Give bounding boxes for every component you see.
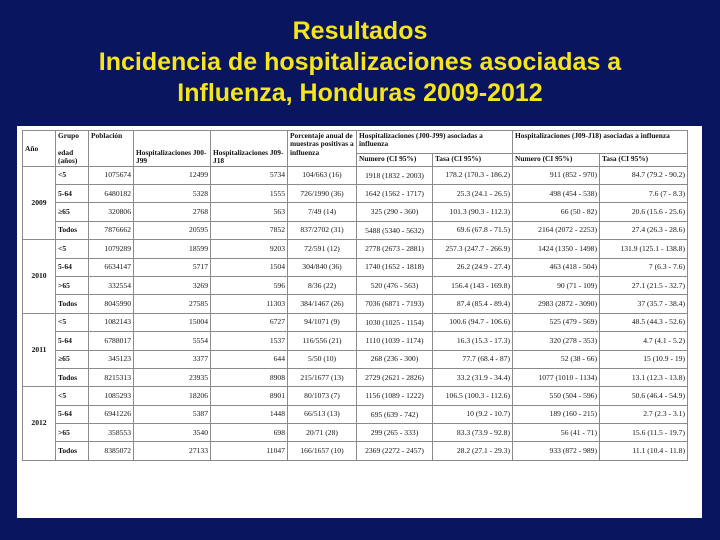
hosp-j00-j99-cell: 3377 bbox=[134, 350, 211, 368]
hosp-j09-j18-cell: 1537 bbox=[211, 332, 288, 350]
j00-tasa-cell: 77.7 (68.4 - 87) bbox=[433, 350, 513, 368]
poblacion-cell: 332554 bbox=[89, 276, 134, 294]
porcentaje-positivos-cell: 8/36 (22) bbox=[288, 276, 357, 294]
j09-tasa-cell: 27.1 (21.5 - 32.7) bbox=[600, 276, 688, 294]
title-line-2: Incidencia de hospitalizaciones asociadas a bbox=[98, 48, 622, 76]
hosp-j00-j99-cell: 5717 bbox=[134, 258, 211, 276]
header-j00-numero: Numero (CI 95%) bbox=[357, 153, 433, 166]
hosp-j09-j18-cell: 8908 bbox=[211, 368, 288, 386]
j00-numero-cell: 1918 (1832 - 2003) bbox=[357, 166, 433, 184]
header-grupo bbox=[56, 131, 89, 167]
poblacion-cell: 1082143 bbox=[89, 313, 134, 331]
hosp-j00-j99-cell: 23935 bbox=[134, 368, 211, 386]
grupo-edad-cell: ≥65 bbox=[56, 350, 89, 368]
header-j09-tasa: Tasa (CI 95%) bbox=[600, 153, 688, 166]
j09-numero-cell: 90 (71 - 109) bbox=[513, 276, 600, 294]
table-row bbox=[23, 387, 688, 405]
hosp-j00-j99-cell: 15004 bbox=[134, 313, 211, 331]
grupo-edad-cell: 5-64 bbox=[56, 405, 89, 423]
porcentaje-positivos-cell: 726/1990 (36) bbox=[288, 185, 357, 203]
hosp-j09-j18-cell: 8901 bbox=[211, 387, 288, 405]
j00-numero-cell: 7036 (6871 - 7193) bbox=[357, 295, 433, 313]
hosp-j09-j18-cell: 698 bbox=[211, 424, 288, 442]
j00-tasa-cell: 100.6 (94.7 - 106.6) bbox=[433, 313, 513, 331]
header-j09-group: Hospitalizaciones (J09-J18) asociadas a influenza bbox=[513, 131, 688, 154]
j09-numero-cell: 1077 (1010 - 1134) bbox=[513, 368, 600, 386]
porcentaje-positivos-cell: 837/2702 (31) bbox=[288, 221, 357, 239]
j00-tasa-cell: 28.2 (27.1 - 29.3) bbox=[433, 442, 513, 460]
hosp-j09-j18-cell: 644 bbox=[211, 350, 288, 368]
table-body bbox=[23, 166, 688, 460]
grupo-edad-cell: <5 bbox=[56, 166, 89, 184]
poblacion-cell: 1085293 bbox=[89, 387, 134, 405]
porcentaje-positivos-cell: 166/1657 (10) bbox=[288, 442, 357, 460]
grupo-edad-cell: Todos bbox=[56, 368, 89, 386]
table-row bbox=[23, 313, 688, 331]
j00-numero-cell: 695 (639 - 742) bbox=[357, 405, 433, 423]
j00-tasa-cell: 106.5 (100.3 - 112.6) bbox=[433, 387, 513, 405]
j00-tasa-cell: 83.3 (73.9 - 92.8) bbox=[433, 424, 513, 442]
year-cell: 2012 bbox=[23, 387, 56, 461]
hosp-j00-j99-cell: 3269 bbox=[134, 276, 211, 294]
title-line-3: Influenza, Honduras 2009-2012 bbox=[177, 79, 543, 107]
porcentaje-positivos-cell: 116/556 (21) bbox=[288, 332, 357, 350]
j00-numero-cell: 2778 (2673 - 2881) bbox=[357, 240, 433, 258]
j00-tasa-cell: 25.3 (24.1 - 26.5) bbox=[433, 185, 513, 203]
j09-tasa-cell: 84.7 (79.2 - 90.2) bbox=[600, 166, 688, 184]
j00-tasa-cell: 69.6 (67.8 - 71.5) bbox=[433, 221, 513, 239]
hosp-j00-j99-cell: 27585 bbox=[134, 295, 211, 313]
j00-numero-cell: 5488 (5340 - 5632) bbox=[357, 221, 433, 239]
poblacion-cell: 8215313 bbox=[89, 368, 134, 386]
poblacion-cell: 6634147 bbox=[89, 258, 134, 276]
porcentaje-positivos-cell: 7/49 (14) bbox=[288, 203, 357, 221]
table-row bbox=[23, 240, 688, 258]
j09-tasa-cell: 48.5 (44.3 - 52.6) bbox=[600, 313, 688, 331]
j00-numero-cell: 299 (265 - 333) bbox=[357, 424, 433, 442]
j09-numero-cell: 911 (852 - 970) bbox=[513, 166, 600, 184]
hosp-j09-j18-cell: 1504 bbox=[211, 258, 288, 276]
poblacion-cell: 320806 bbox=[89, 203, 134, 221]
table-row bbox=[23, 166, 688, 184]
header-porcentaje: Porcentaje anual de muestras positivas a influenza bbox=[288, 131, 357, 167]
porcentaje-positivos-cell: 20/71 (28) bbox=[288, 424, 357, 442]
hosp-j09-j18-cell: 9203 bbox=[211, 240, 288, 258]
table-row bbox=[23, 405, 688, 423]
j09-numero-cell: 56 (41 - 71) bbox=[513, 424, 600, 442]
hosp-j00-j99-cell: 27133 bbox=[134, 442, 211, 460]
j00-tasa-cell: 10 (9.2 - 10.7) bbox=[433, 405, 513, 423]
table-image bbox=[17, 126, 702, 518]
j09-numero-cell: 1424 (1350 - 1498) bbox=[513, 240, 600, 258]
hosp-j00-j99-cell: 2768 bbox=[134, 203, 211, 221]
j09-tasa-cell: 20.6 (15.6 - 25.6) bbox=[600, 203, 688, 221]
grupo-edad-cell: >65 bbox=[56, 424, 89, 442]
grupo-edad-cell: Todos bbox=[56, 295, 89, 313]
porcentaje-positivos-cell: 384/1467 (26) bbox=[288, 295, 357, 313]
grupo-edad-cell: Todos bbox=[56, 442, 89, 460]
poblacion-cell: 6480182 bbox=[89, 185, 134, 203]
hosp-j00-j99-cell: 5554 bbox=[134, 332, 211, 350]
hosp-j09-j18-cell: 11047 bbox=[211, 442, 288, 460]
grupo-edad-cell: >65 bbox=[56, 276, 89, 294]
j00-numero-cell: 325 (290 - 360) bbox=[357, 203, 433, 221]
grupo-edad-cell: <5 bbox=[56, 387, 89, 405]
j09-numero-cell: 550 (504 - 596) bbox=[513, 387, 600, 405]
poblacion-cell: 1079289 bbox=[89, 240, 134, 258]
header-hosp-j09: Hospitalizaciones J09-J18 bbox=[211, 131, 288, 167]
porcentaje-positivos-cell: 215/1677 (13) bbox=[288, 368, 357, 386]
hosp-j00-j99-cell: 3540 bbox=[134, 424, 211, 442]
table-row bbox=[23, 203, 688, 221]
porcentaje-positivos-cell: 72/591 (12) bbox=[288, 240, 357, 258]
hosp-j00-j99-cell: 5328 bbox=[134, 185, 211, 203]
title-line-1: Resultados bbox=[292, 17, 428, 45]
j00-numero-cell: 1030 (1025 - 1154) bbox=[357, 313, 433, 331]
j09-numero-cell: 498 (454 - 538) bbox=[513, 185, 600, 203]
j00-tasa-cell: 33.2 (31.9 - 34.4) bbox=[433, 368, 513, 386]
j00-numero-cell: 1642 (1562 - 1717) bbox=[357, 185, 433, 203]
grupo-edad-cell: Todos bbox=[56, 221, 89, 239]
hosp-j09-j18-cell: 596 bbox=[211, 276, 288, 294]
header-hosp-j00: Hospitalizaciones J00-J99 bbox=[134, 131, 211, 167]
table-row bbox=[23, 185, 688, 203]
hosp-j09-j18-cell: 5734 bbox=[211, 166, 288, 184]
j09-tasa-cell: 50.6 (46.4 - 54.9) bbox=[600, 387, 688, 405]
poblacion-cell: 8045990 bbox=[89, 295, 134, 313]
j00-numero-cell: 2369 (2272 - 2457) bbox=[357, 442, 433, 460]
year-cell: 2009 bbox=[23, 166, 56, 240]
porcentaje-positivos-cell: 5/50 (10) bbox=[288, 350, 357, 368]
table-row bbox=[23, 295, 688, 313]
poblacion-cell: 6788017 bbox=[89, 332, 134, 350]
header-grupo-label: Grupo bbox=[58, 131, 79, 140]
header-j09-numero: Numero (CI 95%) bbox=[513, 153, 600, 166]
porcentaje-positivos-cell: 94/1071 (9) bbox=[288, 313, 357, 331]
j09-tasa-cell: 4.7 (4.1 - 5.2) bbox=[600, 332, 688, 350]
hosp-j09-j18-cell: 7852 bbox=[211, 221, 288, 239]
grupo-edad-cell: 5-64 bbox=[56, 258, 89, 276]
j00-tasa-cell: 156.4 (143 - 169.8) bbox=[433, 276, 513, 294]
hosp-j09-j18-cell: 1555 bbox=[211, 185, 288, 203]
year-cell: 2010 bbox=[23, 240, 56, 314]
porcentaje-positivos-cell: 304/840 (36) bbox=[288, 258, 357, 276]
poblacion-cell: 6941226 bbox=[89, 405, 134, 423]
porcentaje-positivos-cell: 104/663 (16) bbox=[288, 166, 357, 184]
hosp-j00-j99-cell: 18206 bbox=[134, 387, 211, 405]
table-row bbox=[23, 221, 688, 239]
table-row bbox=[23, 424, 688, 442]
grupo-edad-cell: 5-64 bbox=[56, 332, 89, 350]
j00-numero-cell: 268 (236 - 300) bbox=[357, 350, 433, 368]
table-row bbox=[23, 350, 688, 368]
j00-tasa-cell: 257.3 (247.7 - 266.9) bbox=[433, 240, 513, 258]
j00-numero-cell: 1740 (1652 - 1818) bbox=[357, 258, 433, 276]
j09-numero-cell: 2983 (2872 - 3090) bbox=[513, 295, 600, 313]
j00-tasa-cell: 101.3 (90.3 - 112.3) bbox=[433, 203, 513, 221]
j00-tasa-cell: 16.3 (15.3 - 17.3) bbox=[433, 332, 513, 350]
j09-numero-cell: 933 (872 - 989) bbox=[513, 442, 600, 460]
poblacion-cell: 345123 bbox=[89, 350, 134, 368]
grupo-edad-cell: <5 bbox=[56, 240, 89, 258]
j09-tasa-cell: 27.4 (26.3 - 28.6) bbox=[600, 221, 688, 239]
j09-tasa-cell: 131.9 (125.1 - 138.8) bbox=[600, 240, 688, 258]
j09-tasa-cell: 37 (35.7 - 38.4) bbox=[600, 295, 688, 313]
j00-numero-cell: 1110 (1039 - 1174) bbox=[357, 332, 433, 350]
poblacion-cell: 358553 bbox=[89, 424, 134, 442]
poblacion-cell: 7876662 bbox=[89, 221, 134, 239]
j09-tasa-cell: 13.1 (12.3 - 13.8) bbox=[600, 368, 688, 386]
j09-numero-cell: 525 (479 - 569) bbox=[513, 313, 600, 331]
j00-tasa-cell: 178.2 (170.3 - 186.2) bbox=[433, 166, 513, 184]
j00-numero-cell: 520 (476 - 563) bbox=[357, 276, 433, 294]
j00-tasa-cell: 26.2 (24.9 - 27.4) bbox=[433, 258, 513, 276]
header-row bbox=[23, 131, 688, 154]
year-cell: 2011 bbox=[23, 313, 56, 387]
j09-tasa-cell: 15 (10.9 - 19) bbox=[600, 350, 688, 368]
grupo-edad-cell: <5 bbox=[56, 313, 89, 331]
poblacion-cell: 1075674 bbox=[89, 166, 134, 184]
j00-numero-cell: 2729 (2621 - 2826) bbox=[357, 368, 433, 386]
j09-tasa-cell: 7 (6.3 - 7.6) bbox=[600, 258, 688, 276]
slide-title bbox=[0, 16, 720, 109]
table-row bbox=[23, 258, 688, 276]
header-j00-group: Hospitalizaciones (J00-J99) asociadas a influenza bbox=[357, 131, 513, 154]
hosp-j00-j99-cell: 12499 bbox=[134, 166, 211, 184]
j09-numero-cell: 463 (418 - 504) bbox=[513, 258, 600, 276]
j09-numero-cell: 52 (38 - 66) bbox=[513, 350, 600, 368]
header-anio: Año bbox=[23, 131, 56, 167]
j00-tasa-cell: 87.4 (85.4 - 89.4) bbox=[433, 295, 513, 313]
hosp-j09-j18-cell: 6727 bbox=[211, 313, 288, 331]
porcentaje-positivos-cell: 80/1073 (7) bbox=[288, 387, 357, 405]
j09-numero-cell: 2164 (2072 - 2253) bbox=[513, 221, 600, 239]
header-poblacion: Población bbox=[89, 131, 134, 167]
j09-tasa-cell: 2.7 (2.3 - 3.1) bbox=[600, 405, 688, 423]
hosp-j09-j18-cell: 11303 bbox=[211, 295, 288, 313]
hosp-j00-j99-cell: 18599 bbox=[134, 240, 211, 258]
j09-tasa-cell: 7.6 (7 - 8.3) bbox=[600, 185, 688, 203]
results-table bbox=[22, 130, 688, 461]
header-j00-tasa: Tasa (CI 95%) bbox=[433, 153, 513, 166]
j09-numero-cell: 66 (50 - 82) bbox=[513, 203, 600, 221]
j09-numero-cell: 189 (160 - 215) bbox=[513, 405, 600, 423]
poblacion-cell: 8385072 bbox=[89, 442, 134, 460]
table-row bbox=[23, 442, 688, 460]
hosp-j00-j99-cell: 5387 bbox=[134, 405, 211, 423]
j09-tasa-cell: 15.6 (11.5 - 19.7) bbox=[600, 424, 688, 442]
header-grupo-sub: edad (años) bbox=[58, 147, 78, 166]
j00-numero-cell: 1156 (1089 - 1222) bbox=[357, 387, 433, 405]
grupo-edad-cell: ≥65 bbox=[56, 203, 89, 221]
hosp-j09-j18-cell: 563 bbox=[211, 203, 288, 221]
porcentaje-positivos-cell: 66/513 (13) bbox=[288, 405, 357, 423]
j09-tasa-cell: 11.1 (10.4 - 11.8) bbox=[600, 442, 688, 460]
table-row bbox=[23, 276, 688, 294]
table-row bbox=[23, 368, 688, 386]
j09-numero-cell: 320 (278 - 353) bbox=[513, 332, 600, 350]
grupo-edad-cell: 5-64 bbox=[56, 185, 89, 203]
hosp-j00-j99-cell: 20595 bbox=[134, 221, 211, 239]
hosp-j09-j18-cell: 1448 bbox=[211, 405, 288, 423]
table-row bbox=[23, 332, 688, 350]
